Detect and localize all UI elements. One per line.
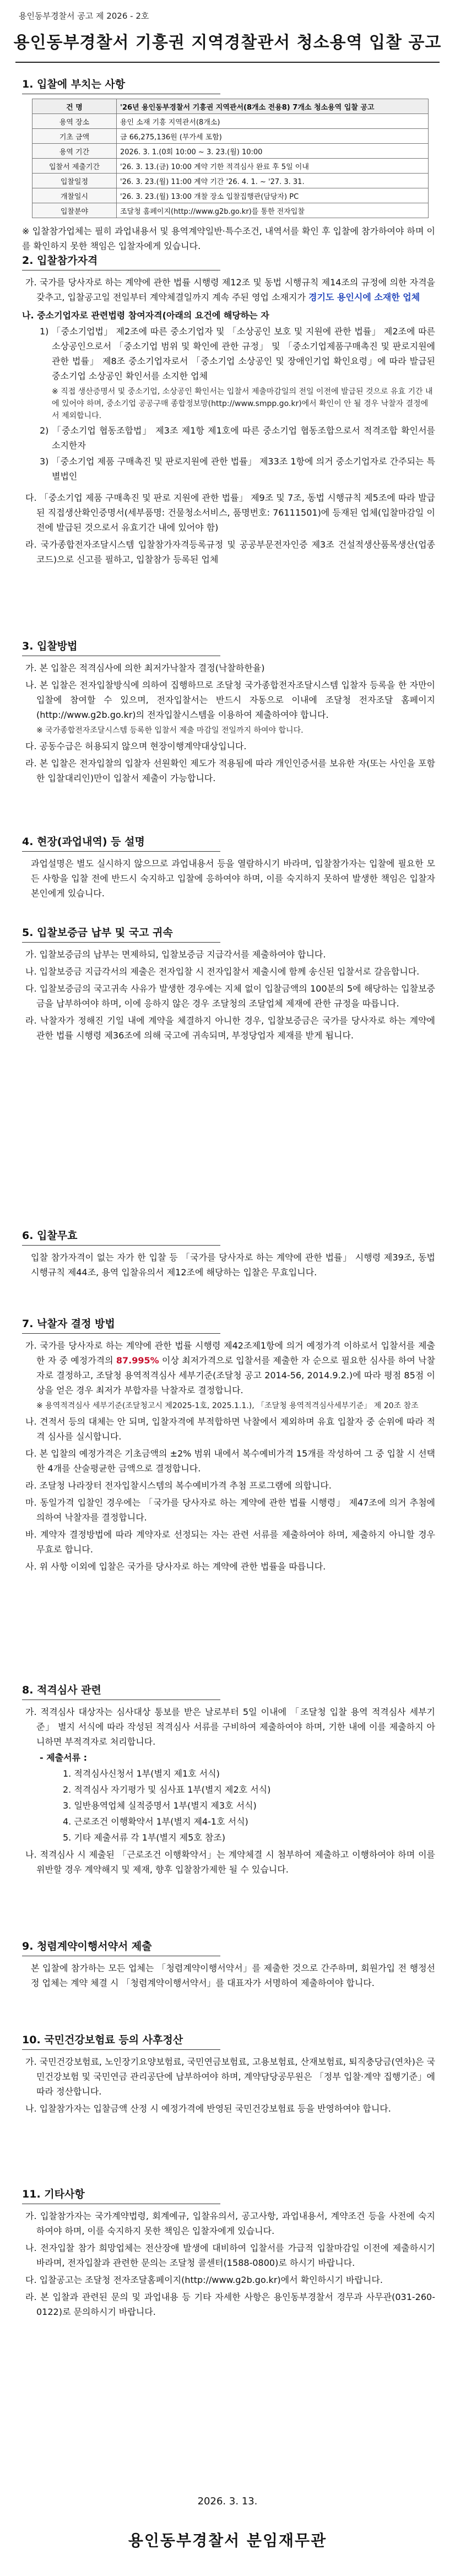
list-item: 나. 적격심사 시 제출된 「근로조건 이행확약서」는 계약체결 시 첨부하여 제출하고 이행하여야 하며 이를 위반할 경우 계약해지 및 제재, 향후 입찰참가제한 될 수 있습니다. [25,1849,435,1875]
section-qualification-review [22,1683,435,1877]
list-item: 가. 입찰참가자는 국가계약법령, 회계예규, 입찰유의서, 공고사항, 과업내용서, 계약조건 등을 사전에 숙지하여야 하며, 이를 숙지하지 못한 책임은 입찰자에게 있습니다. [25,2211,435,2236]
list-item: 다. 입찰보증금의 국고귀속 사유가 발생한 경우에는 지체 없이 입찰금액의 100분의 5에 해당하는 입찰보증금을 납부하여야 하며, 이에 응하지 않은 경우 조달청의 조달업체 제재에 관한 규정을 따릅니다. [25,983,435,1009]
table-row [32,129,429,144]
list-item: 나. 견적서 등의 대체는 안 되며, 입찰자격에 부적합하면 낙찰에서 제외하며 유효 입찰자 중 순위에 따라 적격 심사를 실시합니다. [25,1416,435,1442]
section-heading: 2. 입찰참가자격 [22,253,435,270]
table-row [32,99,429,114]
document-list-title: - 제출서류 : [40,1752,88,1763]
section-note: ※ 입찰참가업체는 필히 과업내용서 및 용역계약일반·특수조건, 내역서를 확인 후 입찰에 참가하여야 하며 이를 확인하지 못한 책임은 입찰자에게 있습니다. [22,226,435,251]
section-heading: 7. 낙찰자 결정 방법 [22,1317,435,1334]
table-key-cell: 입찰서 제출기간 [32,159,117,174]
section-award-method [22,1317,435,1574]
document-list-item: 3. 일반용역업체 실적증명서 1부(별지 제3호 서식) [63,1800,257,1811]
table-key-cell: 건 명 [32,99,117,114]
list-item: 1) 「중소기업법」 제2조에 따른 중소기업자 및 「소상공인 보호 및 지원에 관한 법률」 제2조에 따른 소상공인으로서 「중소기업 범위 및 확인에 관한 규정」 및 「중소기업제품구매촉진 및 판로지원에 관한 법률」 제8조 중소기업자로서 「중소기업 소상공인 및 장애인기업 확인요령」에 따라 발급된 중소기업 소상공인 확인서를 소지한 업체 [40,326,435,381]
notice-number: 용인동부경찰서 공고 제 2026 - 2호 [19,11,149,21]
list-item: 라. 국가종합전자조달시스템 입찰참가자격등록규정 및 공공부문전자인증 제3조 건설적생산품목생산(업종코드)으로 신고를 필하고, 입찰참가 등록된 업체 [25,539,435,565]
section-heading: 11. 기타사항 [22,2187,435,2204]
table-row [32,159,429,174]
list-item: 라. 낙찰자가 정해진 기일 내에 계약을 체결하지 아니한 경우, 입찰보증금은 국가를 당사자로 하는 계약에 관한 법률 시행령 제36조에 의해 국고에 귀속되며, 부정당업자 제재를 받게 됩니다. [25,1015,435,1041]
section-site-briefing [22,835,435,901]
list-item: 다. 「중소기업 제품 구매촉진 및 판로 지원에 관한 법률」 제9조 및 7조, 동법 시행규칙 제5조에 따라 발급된 직접생산확인증명서(세부품명: 건물청소서비스, 품명번호: 76111501)에 등재된 업체(입찰마감일 이전에 발급된 것으로서 유효기간 내에 있어야 함) [25,493,435,533]
title-divider [15,62,440,63]
list-item: 다. 본 입찰의 예정가격은 기초금액의 ±2% 범위 내에서 복수예비가격 15개를 작성하여 그 중 입찰 시 선택한 4개를 산술평균한 금액으로 결정합니다. [25,1448,435,1474]
list-item: 가. 적격심사 대상자는 심사대상 통보를 받은 날로부터 5일 이내에 「조달청 입찰 용역 적격심사 세부기준」 별지 서식에 따라 작성된 적격심사 서류를 구비하여 제출하여야 하며, 기한 내에 이를 제출하지 아니하면 부적격자로 처리합니다. [25,1707,435,1747]
page-title: 용인동부경찰서 기흥권 지역경찰관서 청소용역 입찰 공고 [13,33,442,52]
document-list-item: 4. 근로조건 이행확약서 1부(별지 제4-1호 서식) [63,1816,248,1827]
list-note: ※ 용역적격심사 세부기준(조달청고시 제2025-1호, 2025.1.1.), 「조달청 용역적격심사세부기준」 제 20조 참조 [36,1401,419,1410]
section-heading: 9. 청렴계약이행서약서 제출 [22,1939,435,1956]
section-heading: 10. 국민건강보험료 등의 사후정산 [22,2033,435,2050]
table-key-cell: 기초 금액 [32,129,117,144]
sub-heading: 나. 중소기업자로 관련법령 참여자격(아래의 요건에 해당하는 자 [22,310,269,321]
section-body: 본 입찰에 참가하는 모든 업체는 「청렴계약이행서약서」를 제출한 것으로 간주하며, 회원가입 전 행정선정 업체는 계약 체결 시 「청렴계약이행서약서」를 대표자가 서명하여 제출하여야 합니다. [31,1963,435,1988]
document-list-item: 1. 적격심사신청서 1부(별지 제1호 서식) [63,1768,220,1779]
list-item: 가. 입찰보증금의 납부는 면제하되, 입찰보증금 지급각서를 제출하여야 합니다. [25,949,326,960]
section-integrity-pledge [22,1939,435,1990]
table-value-cell: '26. 3. 23.(월) 11:00 계약 기간 '26. 4. 1. ~ '27. 3. 31. [117,174,429,188]
list-item: 가. 국가를 당사자로 하는 계약에 관한 법률 시행령 제12조 및 동법 시행규칙 제14조의 규정에 의한 자격을 갖추고, 입찰공고일 전일부터 계약체결일까지 계속 주된 영업 소재지가 경기도 용인시에 소재한 업체 [25,277,435,302]
table-row [32,114,429,129]
list-item: 다. 입찰공고는 조달청 전자조달홈페이지(http://www.g2b.go.kr)에서 확인하시기 바랍니다. [25,2275,383,2285]
table-value-cell: 용인 소재 기흥 지역관서(8개소) [117,114,429,129]
section-heading: 6. 입찰무효 [22,1229,435,1246]
list-item: 라. 조달청 나라장터 전자입찰시스템의 복수예비가격 추첨 프로그램에 의합니다. [25,1480,332,1491]
section-heading: 3. 입찰방법 [22,639,435,656]
list-item: 3) 「중소기업 제품 구매촉진 및 판로지원에 관한 법률」 제33조 1항에 의거 중소기업자로 간주되는 특별법인 [40,456,435,481]
document-list-item: 2. 적격심사 자기평가 및 심사표 1부(별지 제2호 서식) [63,1784,271,1795]
list-item: 나. 전자입찰 참가 희망업체는 전산장애 발생에 대비하여 입찰서를 가급적 입찰마감일 이전에 제출하시기 바라며, 전자입찰과 관련한 문의는 조달청 콜센터(1588-0800)로 하시기 바랍니다. [25,2243,435,2268]
list-item: 다. 공동수급은 허용되지 않으며 현장이행계약대상입니다. [25,741,247,751]
list-item: 나. 입찰보증금 지급각서의 제출은 전자입찰 시 전자입찰서 제출시에 함께 송신된 입찰서로 갈음합니다. [25,966,420,977]
section-eligibility [22,253,435,567]
section-bid-method [22,639,435,786]
section-heading: 1. 입찰에 부치는 사항 [22,77,435,94]
list-item: 나. 입찰참가자는 입찰금액 산정 시 예정가격에 반영된 국민건강보험료 등을 반영하여야 합니다. [25,2103,391,2114]
list-item: 2) 「중소기업 협동조합법」 제3조 제1항 제1호에 따른 중소기업 협동조합으로서 적격조합 확인서를 소지한자 [40,425,435,451]
section-deposit [22,926,435,1043]
table-key-cell: 입찰분야 [32,203,117,218]
list-item: 가. 국민건강보험료, 노인장기요양보험료, 국민연금보험료, 고용보험료, 산재보험료, 퇴직충당금(연차)은 국민건강보험 및 국민연금 관리공단에 납부하여야 하며, 계약담당공무원은 「정부 입찰·계약 집행기준」에 따라 정산합니다. [25,2057,435,2097]
list-item: 바. 계약자 결정방법에 따라 계약자로 선정되는 자는 관련 서류를 제출하여야 하며, 제출하지 아니할 경우 무효로 합니다. [25,1529,435,1555]
section-heading: 8. 적격심사 관련 [22,1683,435,1700]
list-item: 마. 동일가격 입찰인 경우에는 「국가를 당사자로 하는 계약에 관한 법률 시행령」 제47조에 의거 추첨에 의하여 낙찰자를 결정합니다. [25,1497,435,1523]
list-item: 나. 본 입찰은 전자입찰방식에 의하여 집행하므로 조달청 국가종합전자조달시스템 입찰자 등록을 한 자만이 입찰에 참여할 수 있으며, 전자입찰서는 반드시 자동으로 이내에 조달청 전자조달 홈페이지(http://www.g2b.go.kr)의 전자입찰시스템을 이용하여 제출하여야 합니다. [25,680,435,720]
list-item: 라. 본 입찰은 전자입찰의 입찰자 선원확인 제도가 적용됨에 따라 개인인증서를 보유한 자(또는 사인을 포함한 입찰대리인)만이 입찰서 제출이 가능합니다. [25,758,435,783]
table-value-cell: '26. 3. 23.(월) 13:00 개찰 장소 입찰집행관(담당자) PC [117,188,429,203]
table-value-cell: '26. 3. 13.(금) 10:00 계약 기한 적격심사 완료 후 5일 이내 [117,159,429,174]
table-row [32,203,429,218]
section-body: 입찰 참가자격이 없는 자가 한 입찰 등 「국가를 당사자로 하는 계약에 관한 법률」 시행령 제39조, 동법 시행규칙 제44조, 용역 입찰유의서 제12조에 해당하는 입찰은 무효입니다. [31,1252,435,1278]
table-value-cell: 2026. 3. 1.(0회 10:00 ~ 3. 23.(월) 10:00 [117,144,429,159]
section-other-matters [22,2187,435,2319]
section-invalid-bids [22,1229,435,1280]
table-key-cell: 개찰일시 [32,188,117,203]
notice-date: 2026. 3. 13. [197,2496,258,2507]
section-body: 과업설명은 별도 실시하지 않으므로 과업내용서 등을 열람하시기 바라며, 입찰참가자는 입찰에 필요한 모든 사항을 입찰 전에 반드시 숙지하고 입찰에 응하여야 하며, 이를 숙지하지 못하여 발생한 책임은 입찰자 본인에게 있습니다. [31,858,435,899]
section-bid-items [22,77,435,253]
document-list-item: 5. 기타 제출서류 각 1부(별지 제5호 참조) [63,1832,226,1843]
list-item: 가. 국가를 당사자로 하는 계약에 관한 법률 시행령 제42조제1항에 의거 예정가격 이하로서 입찰서를 제출한 자 중 예정가격의 87.995% 이상 최저가격으로 입찰서를 제출한 자 순으로 필요한 심사를 하여 낙찰자로 결정하고, 조달청 용역적격심사 세부기준(조달청 공고 2014-56, 2014.9.2.)에 따라 평점 85점 이상을 얻은 경우 최저가 부합자를 낙찰자로 결정합니다. [25,1340,435,1395]
issuing-organization: 용인동부경찰서 분임재무관 [128,2531,327,2550]
list-item: 가. 본 입찰은 적격심사에 의한 최저가낙찰자 결정(낙찰하한율) [25,663,265,673]
table-row [32,174,429,188]
table-row [32,188,429,203]
list-note: ※ 국가종합전자조달시스템 등록한 입찰서 제출 마감일 전일까지 하여야 합니다. [36,726,304,735]
table-key-cell: 용역 기간 [32,144,117,159]
section-heading: 4. 현장(과업내역) 등 설명 [22,835,435,852]
table-value-cell: 조달청 홈페이지(http://www.g2b.go.kr)를 통한 전자입찰 [117,203,429,218]
list-item: 사. 위 사항 이외에 입찰은 국가를 당사자로 하는 계약에 관한 법률을 따릅니다. [25,1561,326,1572]
section-insurance-settlement [22,2033,435,2116]
table-key-cell: 용역 장소 [32,114,117,129]
table-key-cell: 입찰일정 [32,174,117,188]
list-item: 라. 본 입찰과 관련된 문의 및 과업내용 등 기타 자세한 사항은 용인동부경찰서 경무과 사무관(031-260-0122)로 문의하시기 바랍니다. [25,2292,435,2317]
list-note: ※ 직접 생산증명서 및 중소기업, 소상공인 확인서는 입찰서 제출마감일의 전일 이전에 발급된 것으로 유효 기간 내에 있어야 하며, 중소기업 공공구매 종합정보망(http://www.smpp.go.kr)에서 확인이 안 될 경우 낙찰자 결정에서 제외합니다. [52,387,433,420]
section-heading: 5. 입찰보증금 납부 및 국고 귀속 [22,926,435,943]
table-row [32,144,429,159]
table-value-cell: '26년 용인동부경찰서 기흥권 지역관서(8개소 전용8) 7개소 청소용역 입찰 공고 [117,99,429,114]
bid-info-table [32,99,429,218]
table-value-cell: 금 66,275,136원 (부가세 포함) [117,129,429,144]
